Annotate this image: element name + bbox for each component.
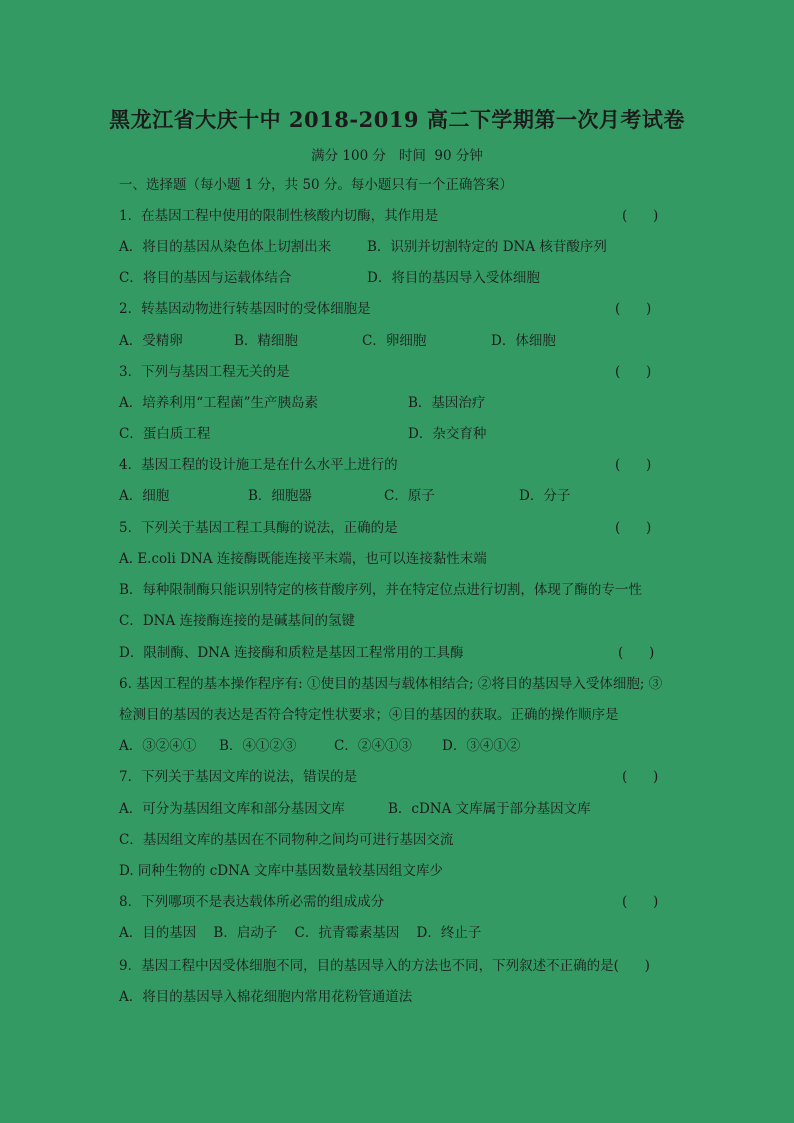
question-7-option-c: C．基因组文库的基因在不同物种之间均可进行基因交流 [119,832,454,848]
question-5-option-b: B．每种限制酶只能识别特定的核苷酸序列，并在特定位点进行切割，体现了酶的专一性 [119,582,642,598]
question-4-option-d: D．分子 [519,488,571,504]
question-3-answer-blank: ( ) [615,364,652,380]
question-1-option-b: B．识别并切割特定的 DNA 核苷酸序列 [367,239,607,255]
question-1-option-d: D．将目的基因导入受体细胞 [367,270,540,286]
question-5-option-d: D．限制酶、DNA 连接酶和质粒是基因工程常用的工具酶 [119,645,464,661]
question-2-option-a: A．受精卵 [119,333,183,349]
question-6-stem-line1: 6. 基因工程的基本操作程序有: ①使目的基因与载体相结合; ②将目的基因导入受体细胞; ③ [119,676,663,692]
question-1-stem: 1．在基因工程中使用的限制性核酸内切酶，其作用是 [119,208,439,224]
question-2-option-b: B．精细胞 [234,333,298,349]
question-1-option-c: C．将目的基因与运载体结合 [119,270,292,286]
question-7-stem: 7．下列关于基因文库的说法，错误的是 [119,769,358,785]
question-5-option-d-blank: ( ) [618,645,655,661]
question-3-option-b: B．基因治疗 [408,395,486,411]
question-7-answer-blank: ( ) [622,769,659,785]
exam-title: 黑龙江省大庆十中 2018-2019 高二下学期第一次月考试卷 [109,107,685,132]
question-3-option-d: D．杂交育种 [408,426,487,442]
question-5-option-a: A. E.coli DNA 连接酶既能连接平末端，也可以连接黏性末端 [119,551,487,567]
question-5-stem: 5．下列关于基因工程工具酶的说法，正确的是 [119,520,398,536]
question-9-stem: 9．基因工程中因受体细胞不同，目的基因导入的方法也不同，下列叙述不正确的是( ) [119,958,650,974]
question-8-stem: 8．下列哪项不是表达载体所必需的组成成分 [119,894,385,910]
question-2-answer-blank: ( ) [615,301,652,317]
question-3-stem: 3．下列与基因工程无关的是 [119,364,290,380]
question-6-option-d: D．③④①② [442,738,521,754]
question-4-option-a: A．细胞 [119,488,170,504]
question-4-option-b: B．细胞器 [248,488,312,504]
question-1-answer-blank: ( ) [622,208,659,224]
question-2-stem: 2．转基因动物进行转基因时的受体细胞是 [119,301,371,317]
question-6-option-c: C．②④①③ [334,738,412,754]
question-6-option-b: B．④①②③ [219,738,297,754]
question-4-answer-blank: ( ) [615,457,652,473]
question-3-option-a: A．培养利用“工程菌”生产胰岛素 [119,395,319,411]
question-1-option-a: A．将目的基因从染色体上切割出来 [119,239,332,255]
question-2-option-c: C．卵细胞 [362,333,427,349]
question-2-option-d: D．体细胞 [491,333,556,349]
question-7-option-b: B．cDNA 文库属于部分基因文库 [388,801,591,817]
question-8-options: A．目的基因 B．启动子 C．抗青霉素基因 D．终止子 [119,925,482,941]
question-6-stem-line2: 检测目的基因的表达是否符合特定性状要求；④目的基因的获取。正确的操作顺序是 [119,707,619,723]
question-4-option-c: C．原子 [384,488,435,504]
question-7-option-d: D. 同种生物的 cDNA 文库中基因数量较基因组文库少 [119,863,443,879]
question-6-option-a: A．③②④① [119,738,197,754]
section-heading: 一、选择题（每小题 1 分，共 50 分。每小题只有一个正确答案） [119,177,513,193]
question-9-option-a: A．将目的基因导入棉花细胞内常用花粉管通道法 [119,989,413,1005]
question-5-option-c: C．DNA 连接酶连接的是碱基间的氢键 [119,613,356,629]
question-7-option-a: A．可分为基因组文库和部分基因文库 [119,801,345,817]
question-3-option-c: C．蛋白质工程 [119,426,211,442]
question-4-stem: 4．基因工程的设计施工是在什么水平上进行的 [119,457,398,473]
question-5-answer-blank: ( ) [615,520,652,536]
exam-subtitle: 满分 100 分 时间 90 分钟 [311,148,483,164]
question-8-answer-blank: ( ) [622,894,659,910]
